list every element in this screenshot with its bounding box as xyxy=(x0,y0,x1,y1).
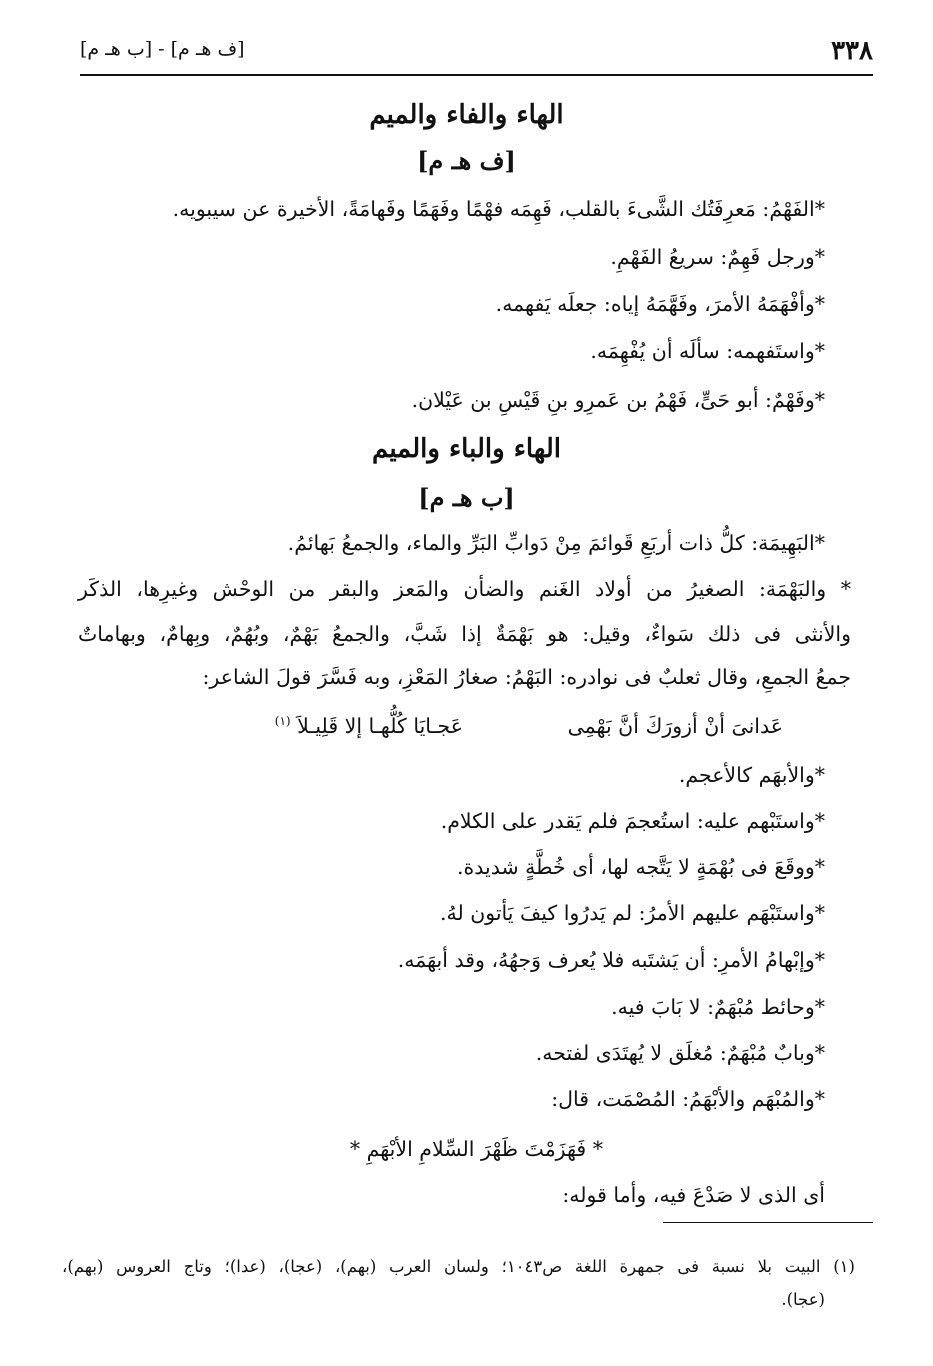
entry-line: *وبابٌ مُبْهَمٌ: مُغلَق لا يُهتَدَى لفتحه. xyxy=(535,1041,825,1065)
entry-line: *والمُبْهَم والأبْهَمُ: المُصْمَت، قال: xyxy=(551,1087,825,1111)
entry-line: *والأبهَم كالأعجم. xyxy=(678,763,825,787)
entry-line: *البَهِيمَة: كلُّ ذات أربَعِ قَوائمَ مِنْ دَوابِّ البَرِّ والماء، والجمعُ بَهائمُ. xyxy=(287,531,825,555)
header-rule xyxy=(80,74,873,76)
entry-line: *وأفْهَمَهُ الأمرَ، وفَهَّمَهُ إياه: جعلَه يَفهمه. xyxy=(495,292,825,316)
entry-line: *ووقَعَ فى بُهْمَةٍ لا يَتَّجه لها، أى خُطَّةٍ شديدة. xyxy=(456,855,825,879)
root-heading: [ف هـ م] xyxy=(417,146,516,175)
footnote-line: (١) البيت بلا نسبة فى جمهرة اللغة ص١٠٤٣؛ ولسان العرب (بهم)، (عجا)، (عدا)؛ وتاج العروس (بهم)، xyxy=(62,1257,855,1276)
footnote-rule xyxy=(663,1222,873,1223)
verse-hemistich-1: عَدانىَ أنْ أزورَكَ أنَّ بَهْمِى xyxy=(567,714,783,738)
entry-line: *ورجل فَهِمٌ: سريعُ الفَهْمِ. xyxy=(610,245,825,269)
entry-line: * والبَهْمَة: الصغيرُ من أولاد الغَنم والضأن والمَعز والبقر من الوحْش وغيرِها، الذكَر xyxy=(78,577,851,601)
footnote-line: (عجا). xyxy=(781,1290,825,1309)
running-head: [ف هـ م] - [ب هـ م] xyxy=(80,38,245,60)
section-heading: الهاء والباء والميم xyxy=(372,434,561,464)
entry-line: *واستَبْهَم عليهم الأمرُ: لم يَدرُوا كيفَ يَأتون لهُ. xyxy=(439,901,825,925)
verse-hemistich-2: عَجـايَا كُلُّهـا إلا قَلِيـلاَ $^{(١)}$ xyxy=(274,714,463,738)
root-heading: [ب هـ م] xyxy=(418,483,515,512)
page-number: ٣٣٨ xyxy=(831,36,873,66)
entry-line: *واستَفهمه: سألَه أن يُفْهِمَه. xyxy=(590,339,825,363)
entry-line: *الفَهْمُ: مَعرِفَتُك الشَّىءَ بالقلب، فَهِمَه فهْمًا وفَهَمًا وفَهامَةً، الأخيرة عن سيبويه. xyxy=(172,197,825,221)
entry-line: *وإبْهامُ الأمرِ: أن يَشتَبه فلا يُعرف وَجهُهُ، وقد أبهَمَه. xyxy=(397,948,825,972)
quoted-verse: * فَهَزَمْتَ ظَهْرَ السِّلامِ الأبْهَمِ * xyxy=(349,1137,603,1161)
section-heading: الهاء والفاء والميم xyxy=(369,100,564,130)
entry-line: *وفَهْمٌ: أبو حَىٍّ، فَهْمُ بن عَمرِو بنِ قَيْسِ بن عَيْلان. xyxy=(411,388,825,412)
entry-line: جمعُ الجمعِ، وقال ثعلبٌ فى نوادره: البَهْمُ: صغارُ المَعْزِ، وبه فَسَّرَ قولَ الشاعر: xyxy=(202,665,851,689)
entry-line: أى الذى لا صَدْعَ فيه، وأما قوله: xyxy=(562,1183,825,1207)
entry-line: *وحائط مُبْهَمٌ: لا بَابَ فيه. xyxy=(611,995,825,1019)
entry-line: والأنثى فى ذلك سَواءٌ، وقيل: هو بَهْمَةٌ إذا شَبَّ، والجمعُ بَهْمٌ، وبُهُمٌ، وبِهامٌ، وبهاماتٌ xyxy=(78,622,851,646)
entry-line: *واستَبْهم عليه: استُعجمَ فلم يَقدر على الكلام. xyxy=(440,809,825,833)
footnote-marker: (١) xyxy=(274,714,291,729)
